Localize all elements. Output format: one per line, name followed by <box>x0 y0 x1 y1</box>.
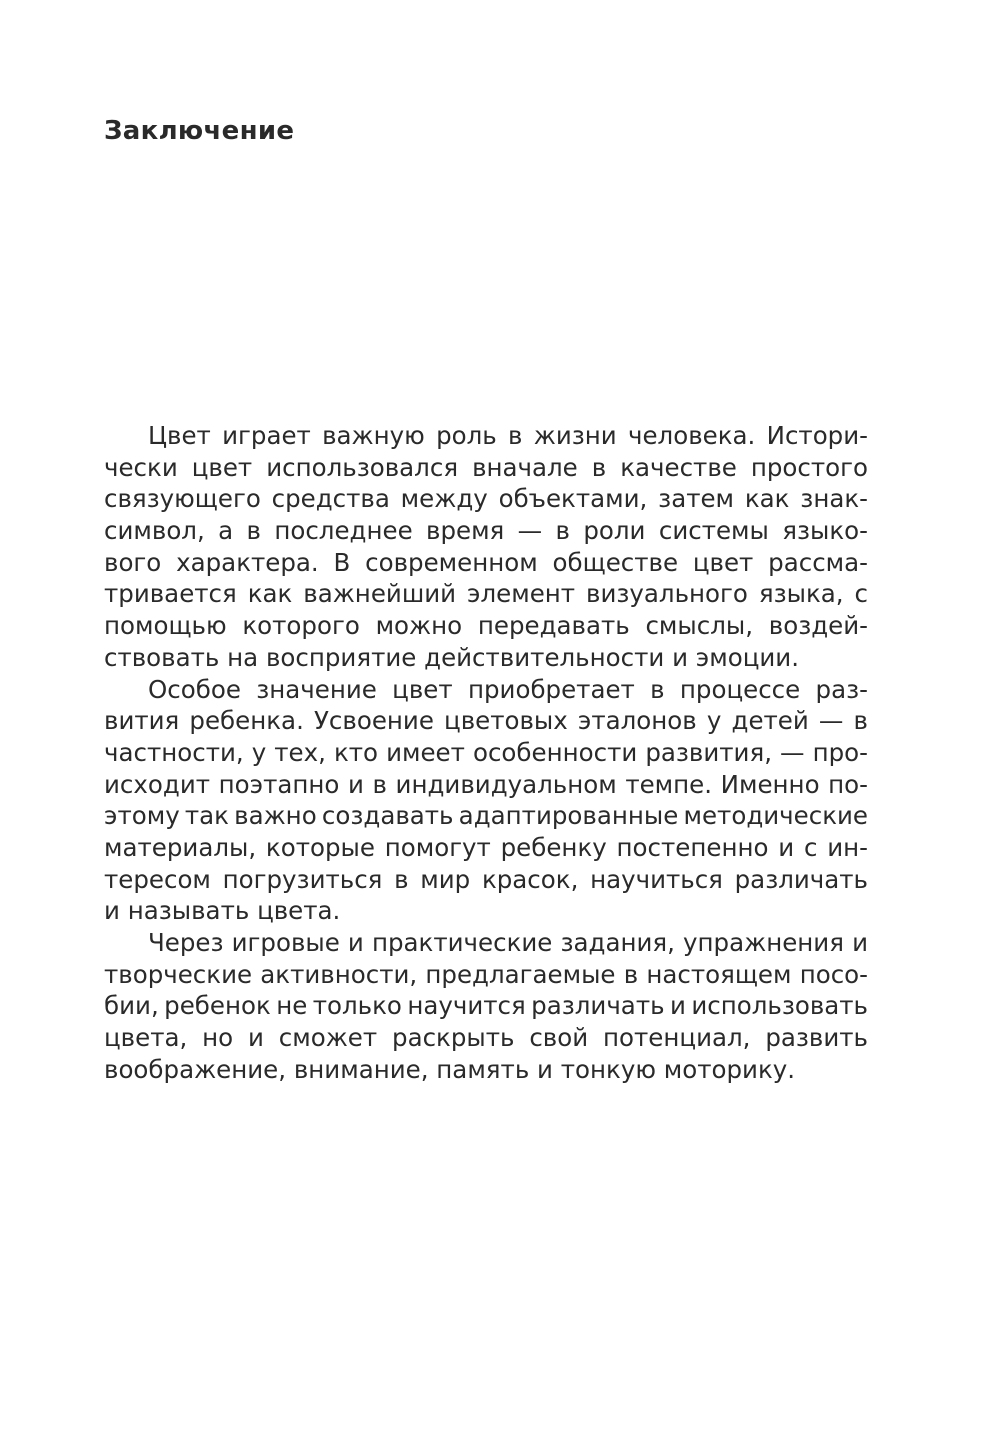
section-heading: Заключение <box>104 116 295 146</box>
paragraph-line: исходит поэтапно и в индивидуальном темпе. Именно по- <box>104 769 868 799</box>
body-text <box>104 420 868 1085</box>
paragraph-line: и называть цвета. <box>104 896 341 926</box>
paragraph-1 <box>104 420 868 674</box>
paragraph-line: ствовать на восприятие действительности и эмоции. <box>104 642 800 672</box>
paragraph-line: этому так важно создавать адаптированные методические <box>104 801 868 831</box>
paragraph-3 <box>104 927 868 1085</box>
paragraph-line: Цвет играет важную роль в жизни человека. Истори- <box>148 421 868 450</box>
paragraph-line: чески цвет использовался вначале в качестве простого <box>104 452 868 482</box>
paragraph-line: Через игровые и практические задания, упражнения и <box>148 928 868 957</box>
paragraph-line: тересом погрузиться в мир красок, научиться различать <box>104 864 868 894</box>
paragraph-line: творческие активности, предлагаемые в настоящем посо- <box>104 959 868 989</box>
paragraph-line: материалы, которые помогут ребенку постепенно и с ин- <box>104 832 868 862</box>
paragraph-line: Особое значение цвет приобретает в процессе раз- <box>148 674 868 704</box>
paragraph-line: связующего средства между объектами, затем как знак- <box>104 484 868 514</box>
paragraph-2 <box>104 674 868 928</box>
paragraph-line: вого характера. В современном обществе цвет рассма- <box>104 547 868 577</box>
paragraph-line: цвета, но и сможет раскрыть свой потенциал, развить <box>104 1023 868 1053</box>
paragraph-line: бии, ребенок не только научится различать и использовать <box>104 991 868 1021</box>
paragraph-line: символ, а в последнее время — в роли системы языко- <box>104 516 868 546</box>
paragraph-line: частности, у тех, кто имеет особенности развития, — про- <box>104 737 868 767</box>
paragraph-line: тривается как важнейший элемент визуального языка, с <box>104 579 868 609</box>
paragraph-line: воображение, внимание, память и тонкую моторику. <box>104 1054 796 1084</box>
paragraph-line: помощью которого можно передавать смыслы, воздей- <box>104 611 868 641</box>
paragraph-line: вития ребенка. Усвоение цветовых эталонов у детей — в <box>104 706 868 736</box>
